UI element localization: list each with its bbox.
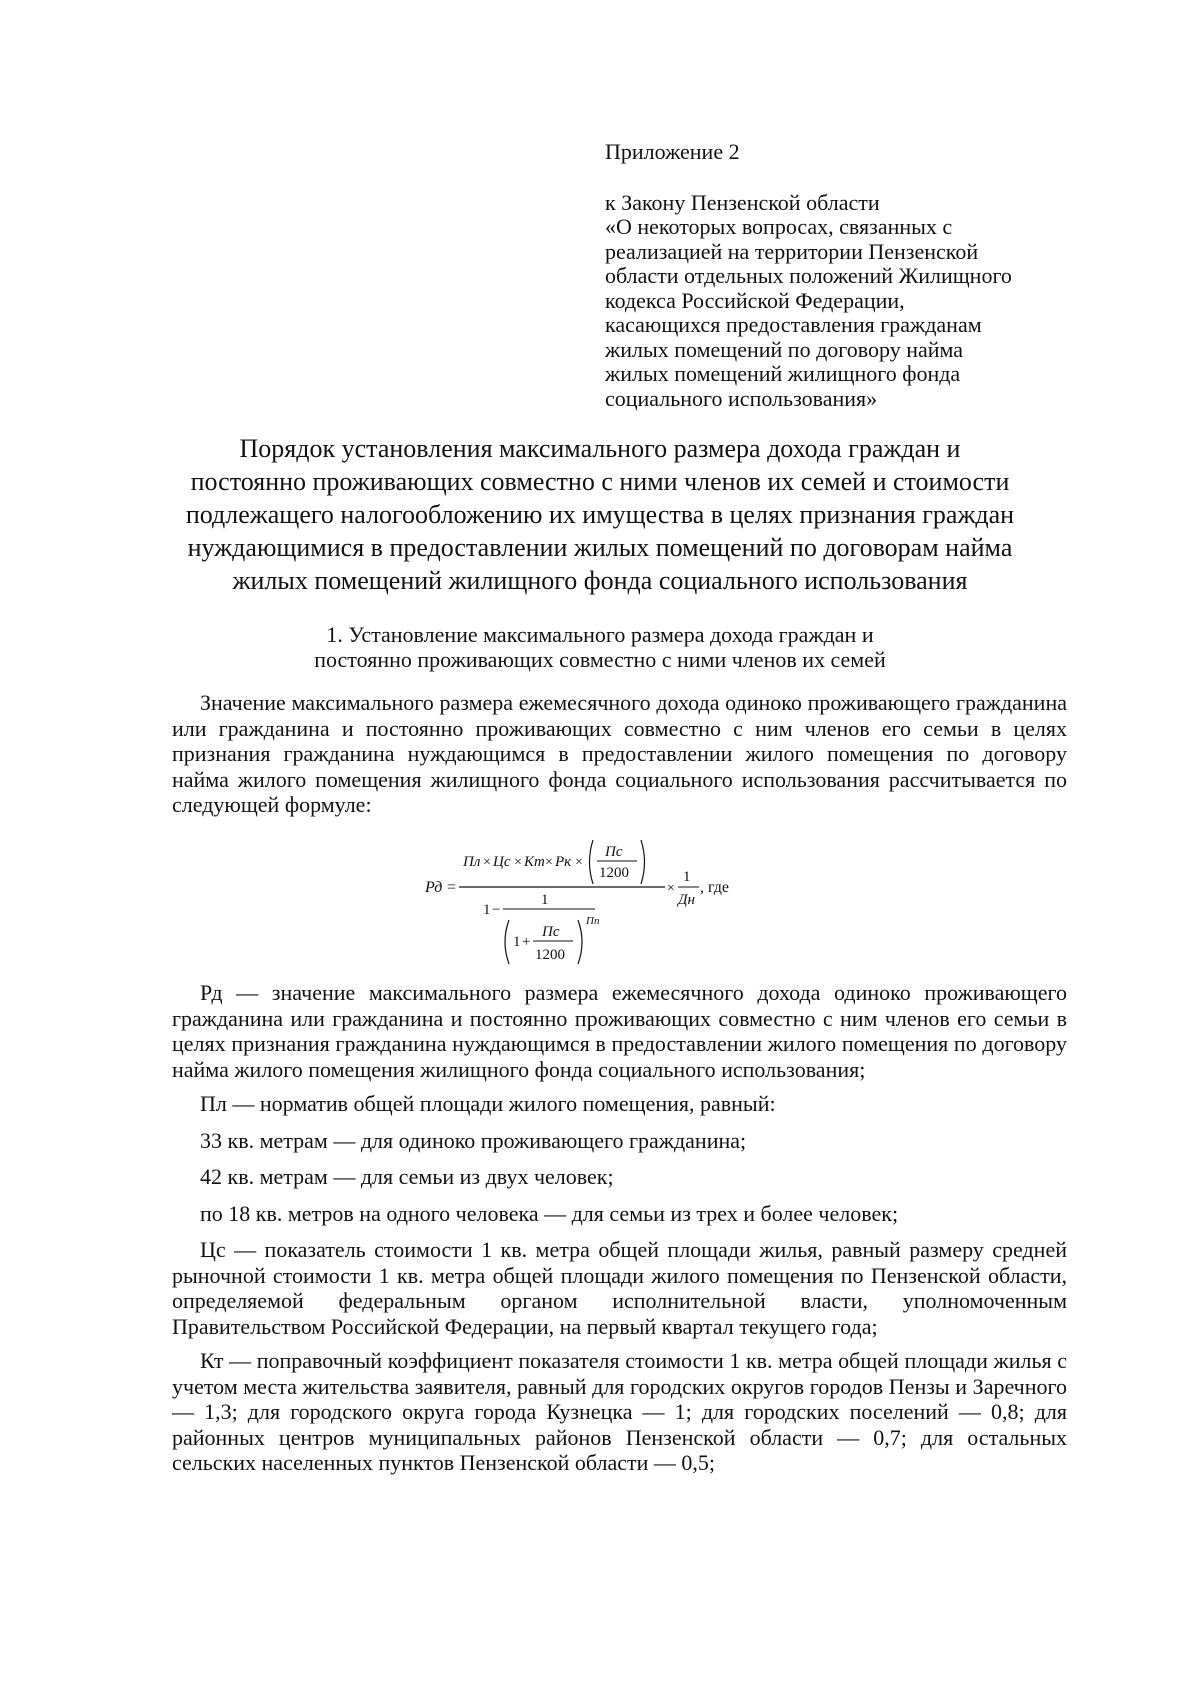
- right-paren: [578, 920, 582, 964]
- den-minus: −: [492, 902, 501, 918]
- title-line: нуждающимися в предоставлении жилых помещений по договорам найма: [187, 533, 1013, 562]
- variable-rd: Рд: [200, 980, 223, 1005]
- times-sign: ×: [667, 881, 675, 896]
- income-formula: [425, 832, 785, 972]
- left-paren: [505, 920, 509, 964]
- document-title: [150, 432, 1050, 597]
- definition-cs: [172, 1237, 1067, 1339]
- inner-base-one: 1: [513, 934, 521, 950]
- times-sign: ×: [575, 855, 583, 870]
- times-sign: ×: [483, 855, 491, 870]
- title-line: жилых помещений жилищного фонда социального использования: [232, 566, 968, 595]
- times-sign: ×: [545, 855, 553, 870]
- pc-divisor: 1200: [599, 865, 629, 881]
- title-line: постоянно проживающих совместно с ними членов их семей и стоимости: [190, 467, 1010, 496]
- appendix-line: реализацией на территории Пензенской: [605, 238, 979, 264]
- right-paren: [641, 840, 645, 884]
- title-line: Порядок установления максимального размера дохода граждан и: [239, 434, 961, 463]
- inner-one: 1: [541, 892, 549, 908]
- variable-kt: Кт: [200, 1348, 224, 1373]
- section-heading-line: постоянно проживающих совместно с ними членов их семей: [314, 647, 886, 672]
- variable-pl: Пл: [200, 1091, 227, 1116]
- appendix-line: социального использования»: [605, 385, 878, 411]
- factor-kt: Кт: [524, 854, 545, 870]
- inner-divisor: 1200: [535, 947, 565, 963]
- left-paren: [590, 840, 594, 884]
- definitions-block: [172, 980, 1067, 1485]
- factor-pl: Пл: [463, 854, 481, 870]
- definition-rd: [172, 980, 1067, 1082]
- appendix-line: области отдельных положений Жилищного: [605, 263, 1012, 288]
- factor-cs: Цс: [493, 854, 511, 870]
- intro-block: [172, 690, 1067, 826]
- pl-item: 42 кв. метрам — для семьи из двух человек;: [200, 1164, 614, 1189]
- dn-denominator: Дн: [678, 892, 695, 908]
- pl-item: 33 кв. метрам — для одиноко проживающего гражданина;: [200, 1127, 747, 1153]
- definition-text: — поправочный коэффициент показателя стоимости 1 кв. метра общей площади жилья с учетом места жительства заявителя, равный для городских округов городов Пензы и Заречного — 1,3; для городского округа города Кузнецка — 1; для городских поселений — 0,8; для районных центров муниципальных районов Пензенской области — 0,7; для остальных сельских населенных пунктов Пензенской области — 0,5;: [172, 1348, 1067, 1475]
- den-one: 1: [483, 902, 491, 918]
- intro-paragraph: Значение максимального размера ежемесячного дохода одиноко проживающего гражданина или гражданина и постоянно проживающих совместно с ним членов его семьи в целях признания гражданина нуждающимся в предоставлении жилого помещения по договору найма жилого помещения жилищного фонда социального использования рассчитывается по следующей формуле:: [172, 690, 1067, 817]
- pl-item: по 18 кв. метров на одного человека — для семьи из трех и более человек;: [200, 1200, 899, 1226]
- definition-text: — норматив общей площади жилого помещения, равный:: [226, 1091, 776, 1116]
- title-line: подлежащего налогообложению их имущества в целях признания граждан: [185, 500, 1015, 529]
- variable-cs: Цс: [200, 1237, 226, 1262]
- formula-svg: [425, 832, 785, 972]
- appendix-header: [605, 140, 1085, 411]
- appendix-line: кодекса Российской Федерации,: [605, 287, 905, 313]
- appendix-title: Приложение 2: [605, 139, 740, 164]
- definition-pl: [172, 1091, 1067, 1117]
- formula-lhs: Рд: [425, 879, 443, 896]
- definition-text: — значение максимального размера ежемесячного дохода одиноко проживающего гражданина или гражданина и постоянно проживающих совместно с ним членов его семьи в целях признания гражданина нуждающимся в предоставлении жилого помещения по договору найма жилого помещения жилищного фонда социального использования;: [172, 980, 1067, 1082]
- formula-equals: =: [447, 879, 457, 896]
- dn-numerator: 1: [683, 869, 691, 885]
- inner-pc: Пс: [542, 924, 560, 940]
- exponent-pp: Пп: [586, 915, 600, 927]
- formula-suffix: , где: [700, 879, 730, 896]
- appendix-line: к Закону Пензенской области: [605, 189, 880, 215]
- pc-numerator: Пс: [605, 844, 623, 860]
- definition-kt: [172, 1348, 1067, 1476]
- definition-text: — показатель стоимости 1 кв. метра общей площади жилья, равный размеру средней рыночной стоимости 1 кв. метра общей площади жилого помещения по Пензенской области, определяемой федеральным органом исполнительной власти, уполномоченным Правительством Российской Федерации, на первый квартал текущего года;: [172, 1237, 1067, 1339]
- appendix-line: жилых помещений по договору найма: [605, 336, 964, 362]
- appendix-line: жилых помещений жилищного фонда: [605, 361, 961, 386]
- section-heading: [200, 622, 1000, 672]
- section-heading-line: 1. Установление максимального размера дохода граждан и: [326, 622, 874, 647]
- factor-rk: Рк: [555, 854, 572, 870]
- times-sign: ×: [514, 855, 522, 870]
- inner-plus: +: [522, 934, 531, 950]
- appendix-line: касающихся предоставления гражданам: [605, 312, 982, 337]
- appendix-line: «О некоторых вопросах, связанных с: [605, 214, 953, 239]
